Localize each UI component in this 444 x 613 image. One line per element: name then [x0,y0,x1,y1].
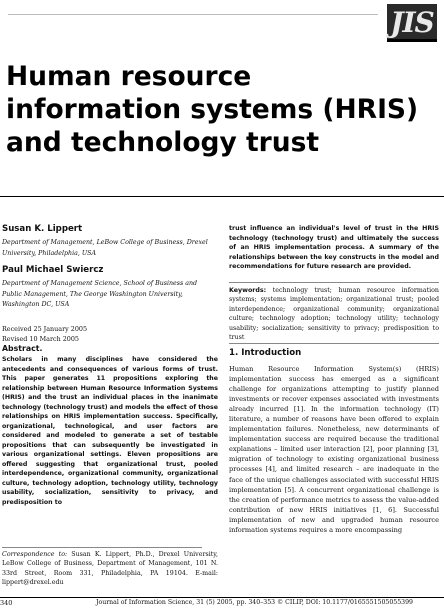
footer-rule [0,597,444,598]
keywords-rule [229,282,439,283]
abstract-text: Scholars in many disciplines have considered the antecedents and consequences of various forms of trust. This paper generates 11 propositions exploring the relationship between Human Resource Information Systems (HRIS) and the trust an individual places in the inanimate technology (technology trust) and models the effect of those relationships on HRIS implementation success. Specifically, organizational, technological, and user factors are considered and modeled to generate a set of testable propositions that can subsequently be investigated in various organizational settings. Eleven propositions are offered suggesting that organizational trust, pooled interdependence, organizational community, organizational culture, technology adoption, technology utility, technology usability, socialization, sensitivity to privacy, and predisposition to [2,356,218,506]
author-name-1: Susan K. Lippert [2,224,83,234]
page-number: 340 [0,599,13,607]
journal-header [0,0,444,45]
keywords [229,286,439,342]
paper-title: Human resource information systems (HRIS) and technology trust [6,61,419,158]
correspondence-text: Susan K. Lippert, Ph.D., Drexel University, LeBow College of Business, Department of Management, 101 N. 33rd Street, Room 331, Philadelphia, PA 19104. E-mail: lippert@drexel.edu [2,551,218,586]
abstract-heading: Abstract. [2,344,43,353]
journal-logo [387,4,437,42]
title-rule [0,196,444,197]
received-date: Received 25 January 2005 [2,325,88,333]
correspondence-rule [2,547,202,548]
correspondence [2,550,218,587]
header-rule [8,14,378,15]
author-affiliation-1: Department of Management, LeBow College of Business, Drexel University, Philadelphia, USA [2,239,208,257]
keywords-text: technology trust; human resource information systems; systems implementation; organizational trust; pooled interdependence; organizational community; organizational culture; technology adoption; technology utility; technology usability; socialization; sensitivity to privacy; predisposition to trust [229,287,439,342]
introduction-text: Human Resource Information System(s) (HRIS) implementation success has emerged as a significant challenge for organizations attempting to justify planned investments or recover expenses associated with investments already incurred [1]. In the information technology (IT) literature, a number of reasons have been offered to explain implementation failures. Nonetheless, new determinants of implementation success are required because the traditional explanations – limited user interaction [2], poor planning [3], migration of technology to existing organizational business processes [4], and limited research – are inadequate in the face of the unique challenges associated with successful HRIS implementation [5]. A concurrent organizational challenge is the creation of performance metrics to assess the value-added contribution of new HRIS initiatives [1, 6]. Successful implementation of new and upgraded human resource information systems requires a more encompassing [229,365,439,534]
section-heading-introduction: 1. Introduction [229,348,302,358]
author-name-2: Paul Michael Swiercz [2,265,104,275]
abstract-continuation: trust influence an individual's level of trust in the HRIS technology (technology trust) and ultimately the success of an HRIS implementation process. A summary of the relationships between the key constructs in the model and recommendations for future research are provided. [229,225,439,270]
journal-citation: Journal of Information Science, 31 (5) 2005, pp. 340–353 © CILIP, DOI: 10.1177/0165551505055399 [96,599,413,606]
correspondence-label: Correspondence to: [2,551,68,558]
keywords-label: Keywords: [229,287,267,294]
author-affiliation-2: Department of Management Science, School of Business and Public Management, The George Washington University, Washington DC, USA [2,280,198,309]
revised-date: Revised 10 March 2005 [2,335,79,343]
journal-logo-text: JIS [390,6,434,39]
section-rule [229,343,439,344]
